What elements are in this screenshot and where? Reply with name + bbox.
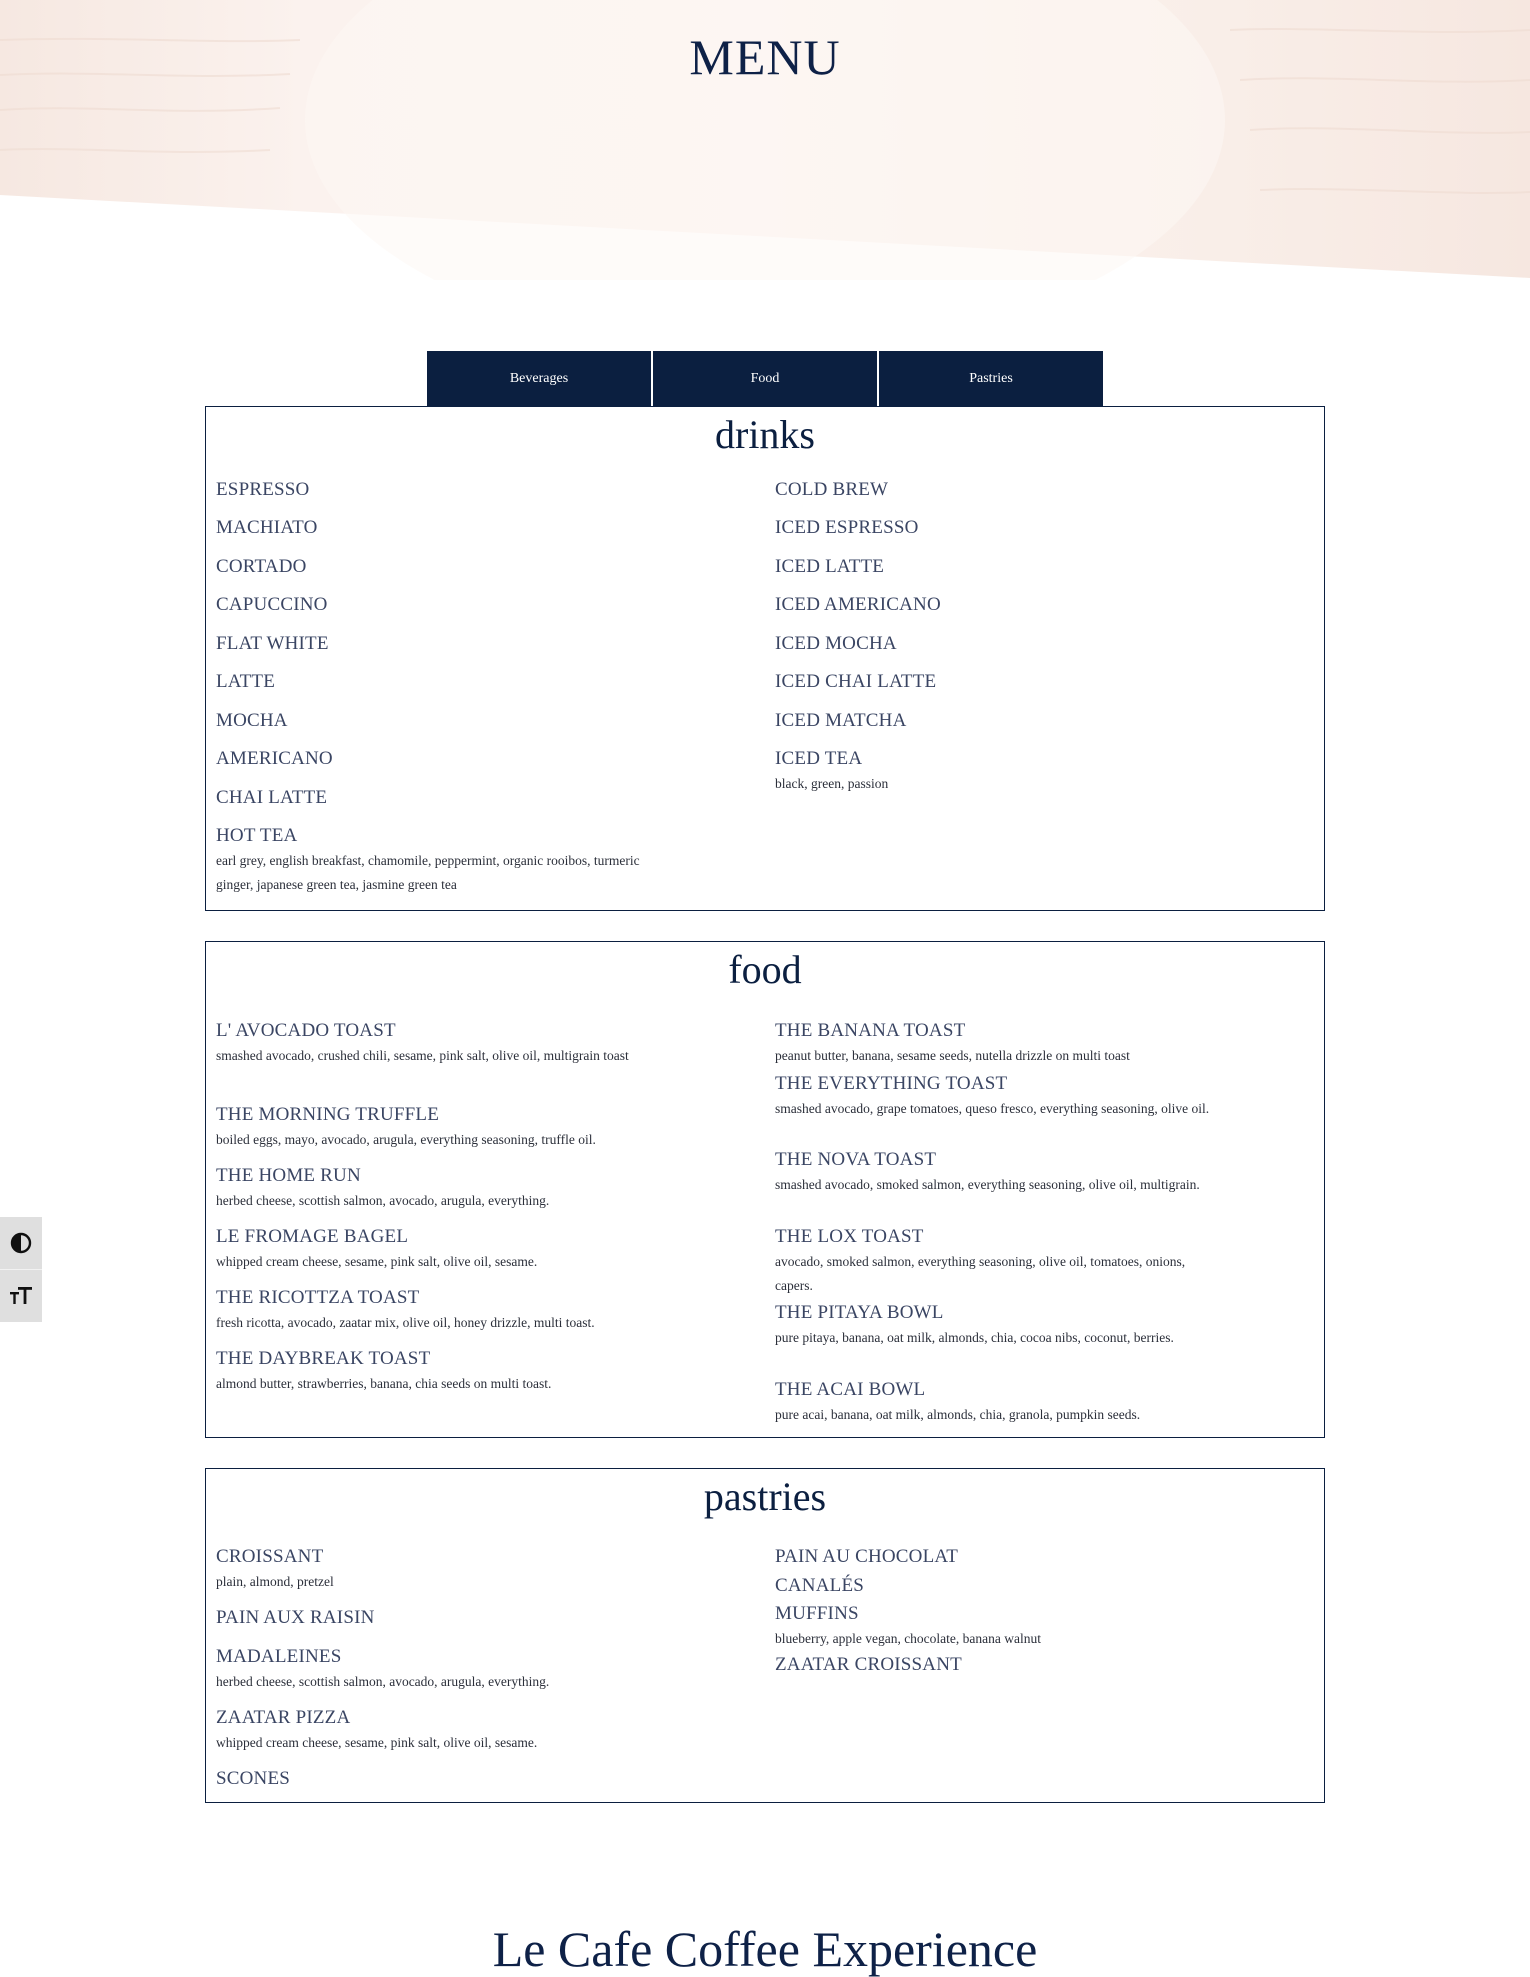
menu-item [775, 517, 1205, 539]
item-name: PAIN AU CHOCOLAT [775, 1546, 959, 1567]
item-description: almond butter, strawberries, banana, chia seeds on multi toast. [216, 1376, 552, 1391]
pastries-section [205, 1468, 1325, 1803]
item-description: pure acai, banana, oat milk, almonds, chia, granola, pumpkin seeds. [775, 1407, 1141, 1422]
item-name: MACHIATO [216, 517, 318, 538]
font-size-button[interactable] [0, 1269, 42, 1321]
menu-tabs [427, 351, 1103, 406]
item-name: CAPUCCINO [216, 594, 328, 615]
item-description: avocado, smoked salmon, everything seasoning, olive oil, tomatoes, onions, capers. [775, 1254, 1186, 1293]
item-description: plain, almond, pretzel [216, 1574, 334, 1589]
menu-item [216, 825, 646, 897]
menu-item [216, 633, 646, 655]
item-name: ICED MATCHA [775, 710, 907, 731]
item-description: earl grey, english breakfast, chamomile, peppermint, organic rooibos, turmeric ginger, japanese green tea, jasmine green tea [216, 853, 640, 892]
menu-item [216, 1020, 646, 1068]
item-description: herbed cheese, scottish salmon, avocado, arugula, everything. [216, 1193, 550, 1208]
menu-item [216, 517, 646, 539]
menu-item [216, 1646, 646, 1694]
item-name: ICED ESPRESSO [775, 517, 919, 538]
item-description: peanut butter, banana, sesame seeds, nutella drizzle on multi toast [775, 1048, 1130, 1063]
menu-item [216, 1165, 646, 1213]
item-description: smashed avocado, smoked salmon, everything seasoning, olive oil, multigrain. [775, 1177, 1200, 1192]
section-title-drinks: drinks [715, 412, 815, 457]
menu-item [216, 1287, 646, 1335]
menu-item [216, 1546, 646, 1594]
menu-item [216, 748, 646, 770]
item-name: CORTADO [216, 556, 307, 577]
item-name: CANALÉS [775, 1575, 865, 1596]
item-name: THE EVERYTHING TOAST [775, 1073, 1008, 1094]
item-name: ICED MOCHA [775, 633, 897, 654]
item-description: smashed avocado, crushed chili, sesame, pink salt, olive oil, multigrain toast [216, 1048, 629, 1063]
item-description: herbed cheese, scottish salmon, avocado, arugula, everything. [216, 1674, 550, 1689]
menu-item [216, 1348, 646, 1396]
item-name: THE ACAI BOWL [775, 1379, 926, 1400]
item-name: MADALEINES [216, 1646, 342, 1667]
item-name: THE HOME RUN [216, 1165, 361, 1186]
section-title-pastries: pastries [703, 1474, 827, 1519]
menu-item [775, 1654, 1205, 1676]
menu-item [216, 1104, 646, 1152]
item-name: ESPRESSO [216, 479, 310, 500]
tab-beverages[interactable]: Beverages [427, 351, 651, 406]
footer-heading: Le Cafe Coffee Experience [492, 1921, 1038, 1977]
drinks-section [205, 406, 1325, 911]
menu-item [775, 1020, 1215, 1068]
food-section [205, 941, 1325, 1438]
item-description: whipped cream cheese, sesame, pink salt, olive oil, sesame. [216, 1254, 538, 1269]
menu-item [775, 556, 1205, 578]
menu-item [216, 710, 646, 732]
item-name: THE LOX TOAST [775, 1226, 924, 1247]
item-name: ZAATAR PIZZA [216, 1707, 351, 1728]
item-name: L' AVOCADO TOAST [216, 1020, 396, 1041]
accessibility-toolbar [0, 1217, 42, 1322]
contrast-icon [10, 1232, 32, 1254]
item-description: pure pitaya, banana, oat milk, almonds, chia, cocoa nibs, coconut, berries. [775, 1330, 1174, 1345]
contrast-toggle-button[interactable] [0, 1217, 42, 1269]
item-name: CROISSANT [216, 1546, 324, 1567]
item-name: THE BANANA TOAST [775, 1020, 966, 1041]
item-name: COLD BREW [775, 479, 889, 500]
item-name: THE MORNING TRUFFLE [216, 1104, 440, 1125]
menu-item [216, 1707, 646, 1755]
item-description: whipped cream cheese, sesame, pink salt, olive oil, sesame. [216, 1735, 538, 1750]
item-description: fresh ricotta, avocado, zaatar mix, olive oil, honey drizzle, multi toast. [216, 1315, 595, 1330]
item-name: MUFFINS [775, 1603, 859, 1624]
menu-item [775, 1379, 1215, 1427]
section-title-food: food [728, 947, 802, 992]
menu-item [216, 1607, 646, 1629]
tab-food[interactable]: Food [653, 351, 877, 406]
page-title: MENU [689, 29, 841, 85]
menu-item [775, 710, 1205, 732]
item-name: THE PITAYA BOWL [775, 1302, 944, 1323]
menu-item [216, 594, 646, 616]
item-name: FLAT WHITE [216, 633, 329, 654]
menu-item [775, 1073, 1215, 1121]
menu-item [216, 1226, 646, 1274]
menu-item [775, 671, 1205, 693]
item-description: smashed avocado, grape tomatoes, queso fresco, everything seasoning, olive oil. [775, 1101, 1210, 1116]
menu-item [775, 633, 1205, 655]
menu-item [216, 671, 646, 693]
tab-pastries[interactable]: Pastries [879, 351, 1103, 406]
item-description: black, green, passion [775, 776, 889, 791]
menu-item [775, 1575, 1205, 1597]
item-name: ZAATAR CROISSANT [775, 1654, 962, 1675]
item-name: HOT TEA [216, 825, 298, 846]
item-name: CHAI LATTE [216, 787, 328, 808]
item-name: LE FROMAGE BAGEL [216, 1226, 409, 1247]
item-description: blueberry, apple vegan, chocolate, banana walnut [775, 1631, 1042, 1646]
menu-item [775, 594, 1205, 616]
menu-item [775, 1546, 1205, 1568]
item-name: SCONES [216, 1768, 291, 1789]
menu-item [216, 787, 646, 809]
item-name: AMERICANO [216, 748, 333, 769]
font-size-icon [9, 1285, 33, 1307]
item-name: ICED AMERICANO [775, 594, 941, 615]
hero-banner [0, 0, 1530, 280]
item-name: LATTE [216, 671, 276, 692]
item-name: MOCHA [216, 710, 288, 731]
menu-item [216, 556, 646, 578]
item-name: ICED CHAI LATTE [775, 671, 937, 692]
menu-item [216, 479, 646, 501]
menu-item [775, 479, 1205, 501]
menu-item [775, 1302, 1215, 1350]
item-description: boiled eggs, mayo, avocado, arugula, everything seasoning, truffle oil. [216, 1132, 596, 1147]
item-name: THE DAYBREAK TOAST [216, 1348, 431, 1369]
item-name: ICED LATTE [775, 556, 885, 577]
menu-item [216, 1768, 646, 1790]
menu-item [775, 1603, 1205, 1651]
item-name: THE NOVA TOAST [775, 1149, 937, 1170]
item-name: THE RICOTTZA TOAST [216, 1287, 420, 1308]
item-name: PAIN AUX RAISIN [216, 1607, 375, 1628]
menu-item [775, 1226, 1215, 1298]
item-name: ICED TEA [775, 748, 863, 769]
menu-item [775, 1149, 1215, 1197]
menu-item [775, 748, 1205, 796]
